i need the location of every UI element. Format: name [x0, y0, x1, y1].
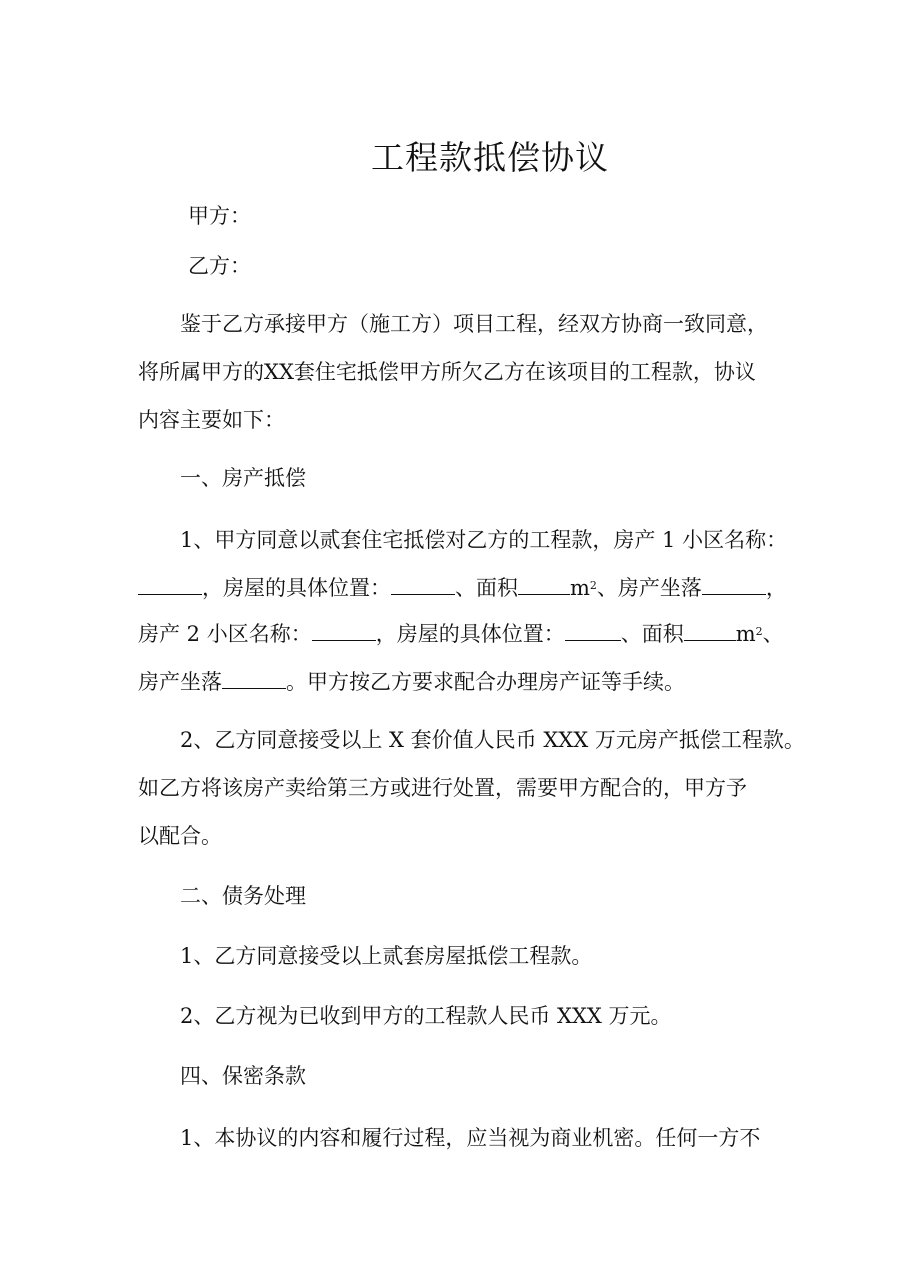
- clause-2-1: 1、乙方同意接受以上贰套房屋抵偿工程款。: [180, 944, 593, 968]
- party-a-label: 甲方：: [188, 204, 251, 228]
- clause-1-2-line-1: 2、乙方同意接受以上 X 套价值人民币 XXX 万元房产抵偿工程款。: [180, 728, 805, 752]
- text-segment: 房产 2 小区名称：: [138, 622, 312, 646]
- blank-field: [518, 576, 570, 595]
- text-segment: ，房屋的具体位置：: [202, 576, 391, 600]
- clause-1-1-line-1: 1、甲方同意以贰套住宅抵偿对乙方的工程款，房产 1 小区名称：: [180, 528, 788, 552]
- preamble-line-3: 内容主要如下：: [138, 408, 285, 432]
- blank-field: [565, 622, 621, 641]
- blank-field: [684, 622, 736, 641]
- section-1-heading: 一、房产抵偿: [180, 466, 306, 490]
- unit-superscript: 2: [589, 579, 597, 592]
- text-segment: 、房产坐落: [596, 576, 702, 600]
- clause-2-2: 2、乙方视为已收到甲方的工程款人民币 XXX 万元。: [180, 1004, 672, 1028]
- preamble-line-1: 鉴于乙方承接甲方（施工方）项目工程，经双方协商一致同意，: [180, 312, 768, 336]
- blank-field: [138, 576, 202, 595]
- text-segment: 、面积: [620, 622, 684, 646]
- clause-1-1-line-4: [138, 668, 685, 696]
- clause-1-2-line-2: 如乙方将该房产卖给第三方或进行处置，需要甲方配合的，甲方予: [138, 776, 747, 800]
- text-segment: ，房屋的具体位置：: [375, 622, 565, 646]
- clause-1-2-line-3: 以配合。: [138, 824, 222, 848]
- unit-text: m: [735, 622, 756, 646]
- text-segment: 、面积: [455, 576, 518, 600]
- blank-field: [702, 576, 766, 595]
- unit-superscript: 2: [755, 625, 763, 638]
- clause-4-1-line-1: 1、本协议的内容和履行过程，应当视为商业机密。任何一方不: [180, 1126, 761, 1150]
- text-segment: 、: [762, 622, 784, 646]
- text-segment: ，: [765, 576, 787, 600]
- section-4-heading: 四、保密条款: [180, 1064, 306, 1088]
- document-title: 工程款抵偿协议: [371, 138, 609, 177]
- clause-1-1-line-3: [138, 620, 784, 648]
- clause-1-1-line-2: [138, 574, 787, 602]
- unit-text: m: [570, 576, 590, 600]
- blank-field: [222, 670, 286, 689]
- party-b-label: 乙方：: [188, 254, 251, 278]
- section-2-heading: 二、债务处理: [180, 884, 306, 908]
- blank-field: [312, 622, 376, 641]
- preamble-line-2: 将所属甲方的XX套住宅抵偿甲方所欠乙方在该项目的工程款，协议: [138, 360, 756, 384]
- blank-field: [391, 576, 455, 595]
- text-segment: 。甲方按乙方要求配合办理房产证等手续。: [286, 670, 685, 694]
- text-segment: 房产坐落: [138, 670, 222, 694]
